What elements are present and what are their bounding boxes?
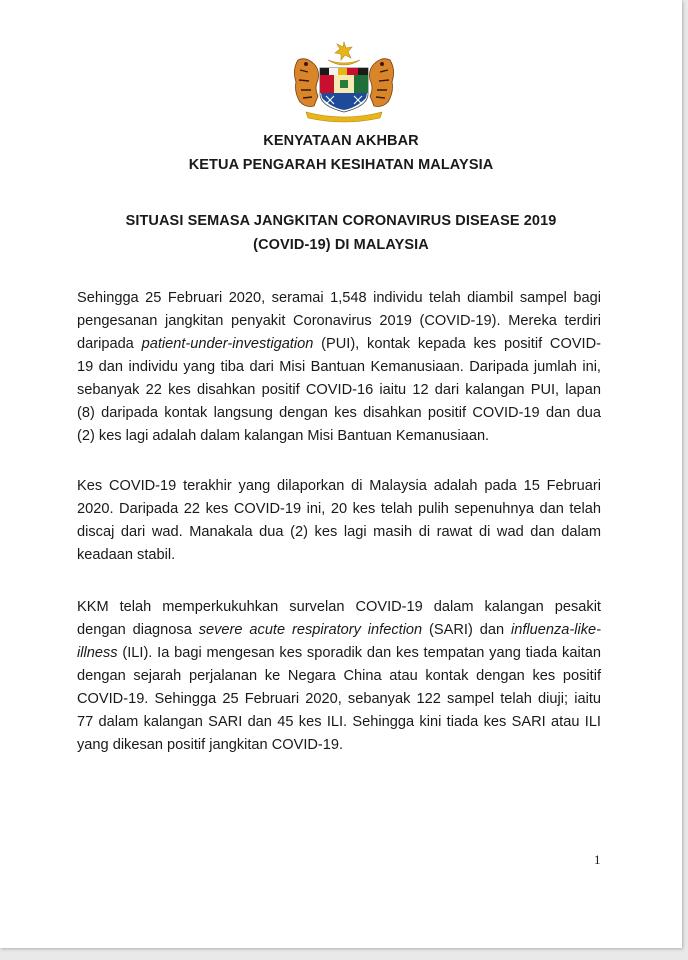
paragraph-line: discaj dari wad. Manakala dua (2) kes lagi masih di rawat di wad dan dalam: [77, 524, 601, 540]
paragraph-line: (8) daripada kontak langsung dengan kes disahkan positif COVID-19 dan dua: [77, 405, 601, 421]
paragraph-line: sebanyak 22 kes disahkan positif COVID-16 iaitu 12 dari kalangan PUI, lapan: [77, 382, 601, 398]
paragraph-line: Kes COVID-19 terakhir yang dilaporkan di Malaysia adalah pada 15 Februari: [77, 478, 601, 494]
director-general-heading: KETUA PENGARAH KESIHATAN MALAYSIA: [188, 157, 494, 173]
italic-term: influenza-like-: [510, 622, 602, 638]
paragraph-line: dengan diagnosa severe acute respiratory infection (SARI) dan influenza-like-: [77, 622, 602, 638]
paragraph-line: 19 dan individu yang tiba dari Misi Bantuan Kemanusiaan. Daripada jumlah ini,: [77, 359, 601, 375]
paragraph-line: daripada patient-under-investigation (PUI), kontak kepada kes positif COVID-: [77, 336, 602, 352]
paragraph-line: dengan sejarah perjalanan ke Negara China atau kontak dengan kes positif: [77, 668, 601, 684]
press-release-heading: KENYATAAN AKHBAR: [263, 133, 419, 149]
paragraph-line: (2) kes lagi adalah dalam kalangan Misi Bantuan Kemanusiaan.: [77, 428, 490, 444]
paragraph-line: illness (ILI). Ia bagi mengesan kes sporadik dan kes tempatan yang tiada kaitan: [77, 645, 601, 661]
paragraph-line: COVID-19. Sehingga 25 Februari 2020, sebanyak 122 sampel telah diuji; iaitu: [77, 691, 601, 707]
paragraph-line: yang dikesan positif jangkitan COVID-19.: [77, 737, 344, 753]
crest-left-tiger: [294, 59, 318, 107]
paragraph-2: [77, 475, 601, 567]
paragraph-line: keadaan stabil.: [77, 547, 176, 563]
italic-term: severe acute respiratory infection: [198, 622, 423, 638]
crest-right-tiger: [370, 59, 394, 107]
page-number: 1: [594, 852, 601, 867]
crest-shield: [320, 68, 368, 112]
italic-term: patient-under-investigation: [141, 336, 314, 352]
document-title-line-1: SITUASI SEMASA JANGKITAN CORONAVIRUS DISEASE 2019: [125, 213, 557, 229]
paragraph-line: pengesanan jangkitan penyakit Coronavirus 2019 (COVID-19). Mereka terdiri: [77, 313, 601, 329]
paragraph-3: [77, 596, 601, 757]
malaysia-coat-of-arms-icon: [284, 40, 404, 124]
paragraph-line: Sehingga 25 Februari 2020, seramai 1,548 individu telah diambil sampel bagi: [77, 290, 601, 306]
paragraph-line: 2020. Daripada 22 kes COVID-19 ini, 20 kes telah pulih sepenuhnya dan telah: [77, 501, 601, 517]
crest-star: [335, 42, 352, 60]
paragraph-line: 77 dalam kalangan SARI dan 45 kes ILI. Sehingga kini tiada kes SARI atau ILI: [77, 714, 601, 730]
paragraph-line: KKM telah memperkukuhkan survelan COVID-19 dalam kalangan pesakit: [77, 599, 601, 615]
italic-term: illness: [77, 645, 118, 661]
document-title-line-2: (COVID-19) DI MALAYSIA: [253, 237, 429, 253]
paragraph-1: [77, 287, 601, 448]
